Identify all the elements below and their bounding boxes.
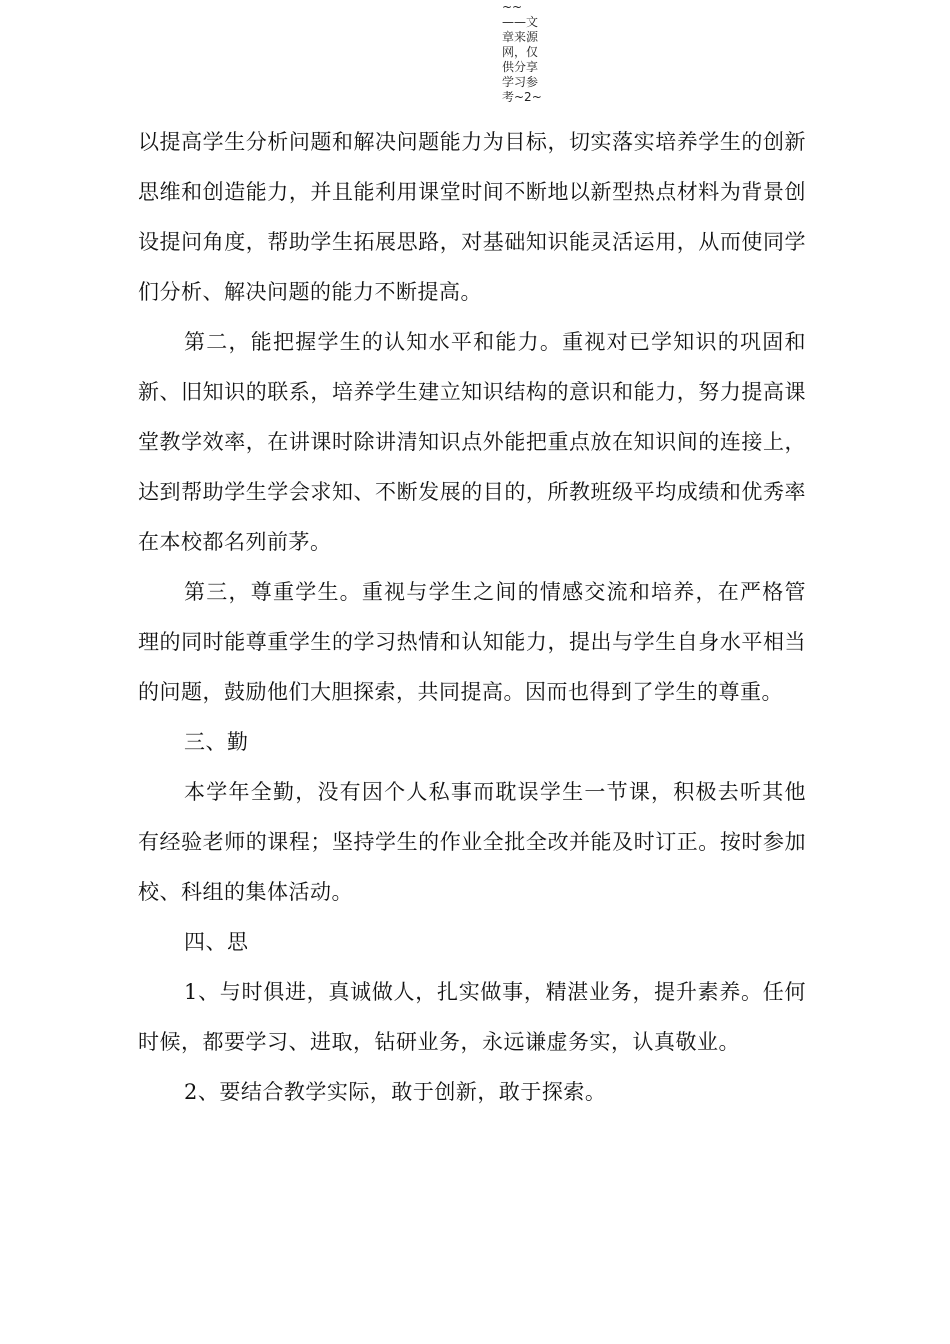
- section-heading-diligence: 三、勤: [184, 730, 249, 754]
- paragraph-reflection-item-1: 1、与时俱进，真诚做人，扎实做事，精湛业务，提升素养。任何时候，都要学习、进取，钻研业务，永远谦虚务实，认真敬业。: [138, 980, 806, 1054]
- document-body: [138, 117, 806, 1117]
- header-line: ~~: [502, 0, 523, 14]
- header-line: 章来源: [502, 30, 539, 44]
- page-header-note: [502, 0, 562, 105]
- header-line: ——文: [502, 15, 539, 29]
- section-heading-reflection: 四、思: [184, 930, 249, 954]
- paragraph-second-point: 第二，能把握学生的认知水平和能力。重视对已学知识的巩固和新、旧知识的联系，培养学生建立知识结构的意识和能力，努力提高课堂教学效率，在讲课时除讲清知识点外能把重点放在知识间的连接上，达到帮助学生学会求知、不断发展的目的，所教班级平均成绩和优秀率在本校都名列前茅。: [138, 330, 806, 554]
- paragraph-attendance: 本学年全勤，没有因个人私事而耽误学生一节课，积极去听其他有经验老师的课程；坚持学生的作业全批全改并能及时订正。按时参加校、科组的集体活动。: [138, 780, 806, 904]
- header-line: 网，仅: [502, 45, 539, 59]
- paragraph-continuation: 以提高学生分析问题和解决问题能力为目标，切实落实培养学生的创新思维和创造能力，并且能利用课堂时间不断地以新型热点材料为背景创设提问角度，帮助学生拓展思路，对基础知识能灵活运用，从而使同学们分析、解决问题的能力不断提高。: [138, 130, 806, 304]
- header-line: 学习参: [502, 75, 539, 89]
- paragraph-third-point: 第三，尊重学生。重视与学生之间的情感交流和培养，在严格管理的同时能尊重学生的学习热情和认知能力，提出与学生自身水平相当的问题，鼓励他们大胆探索，共同提高。因而也得到了学生的尊重。: [138, 580, 806, 704]
- header-line: 考~2~: [502, 90, 542, 104]
- header-line: 供分享: [502, 60, 539, 74]
- paragraph-reflection-item-2: 2、要结合教学实际，敢于创新，敢于探索。: [184, 1080, 607, 1104]
